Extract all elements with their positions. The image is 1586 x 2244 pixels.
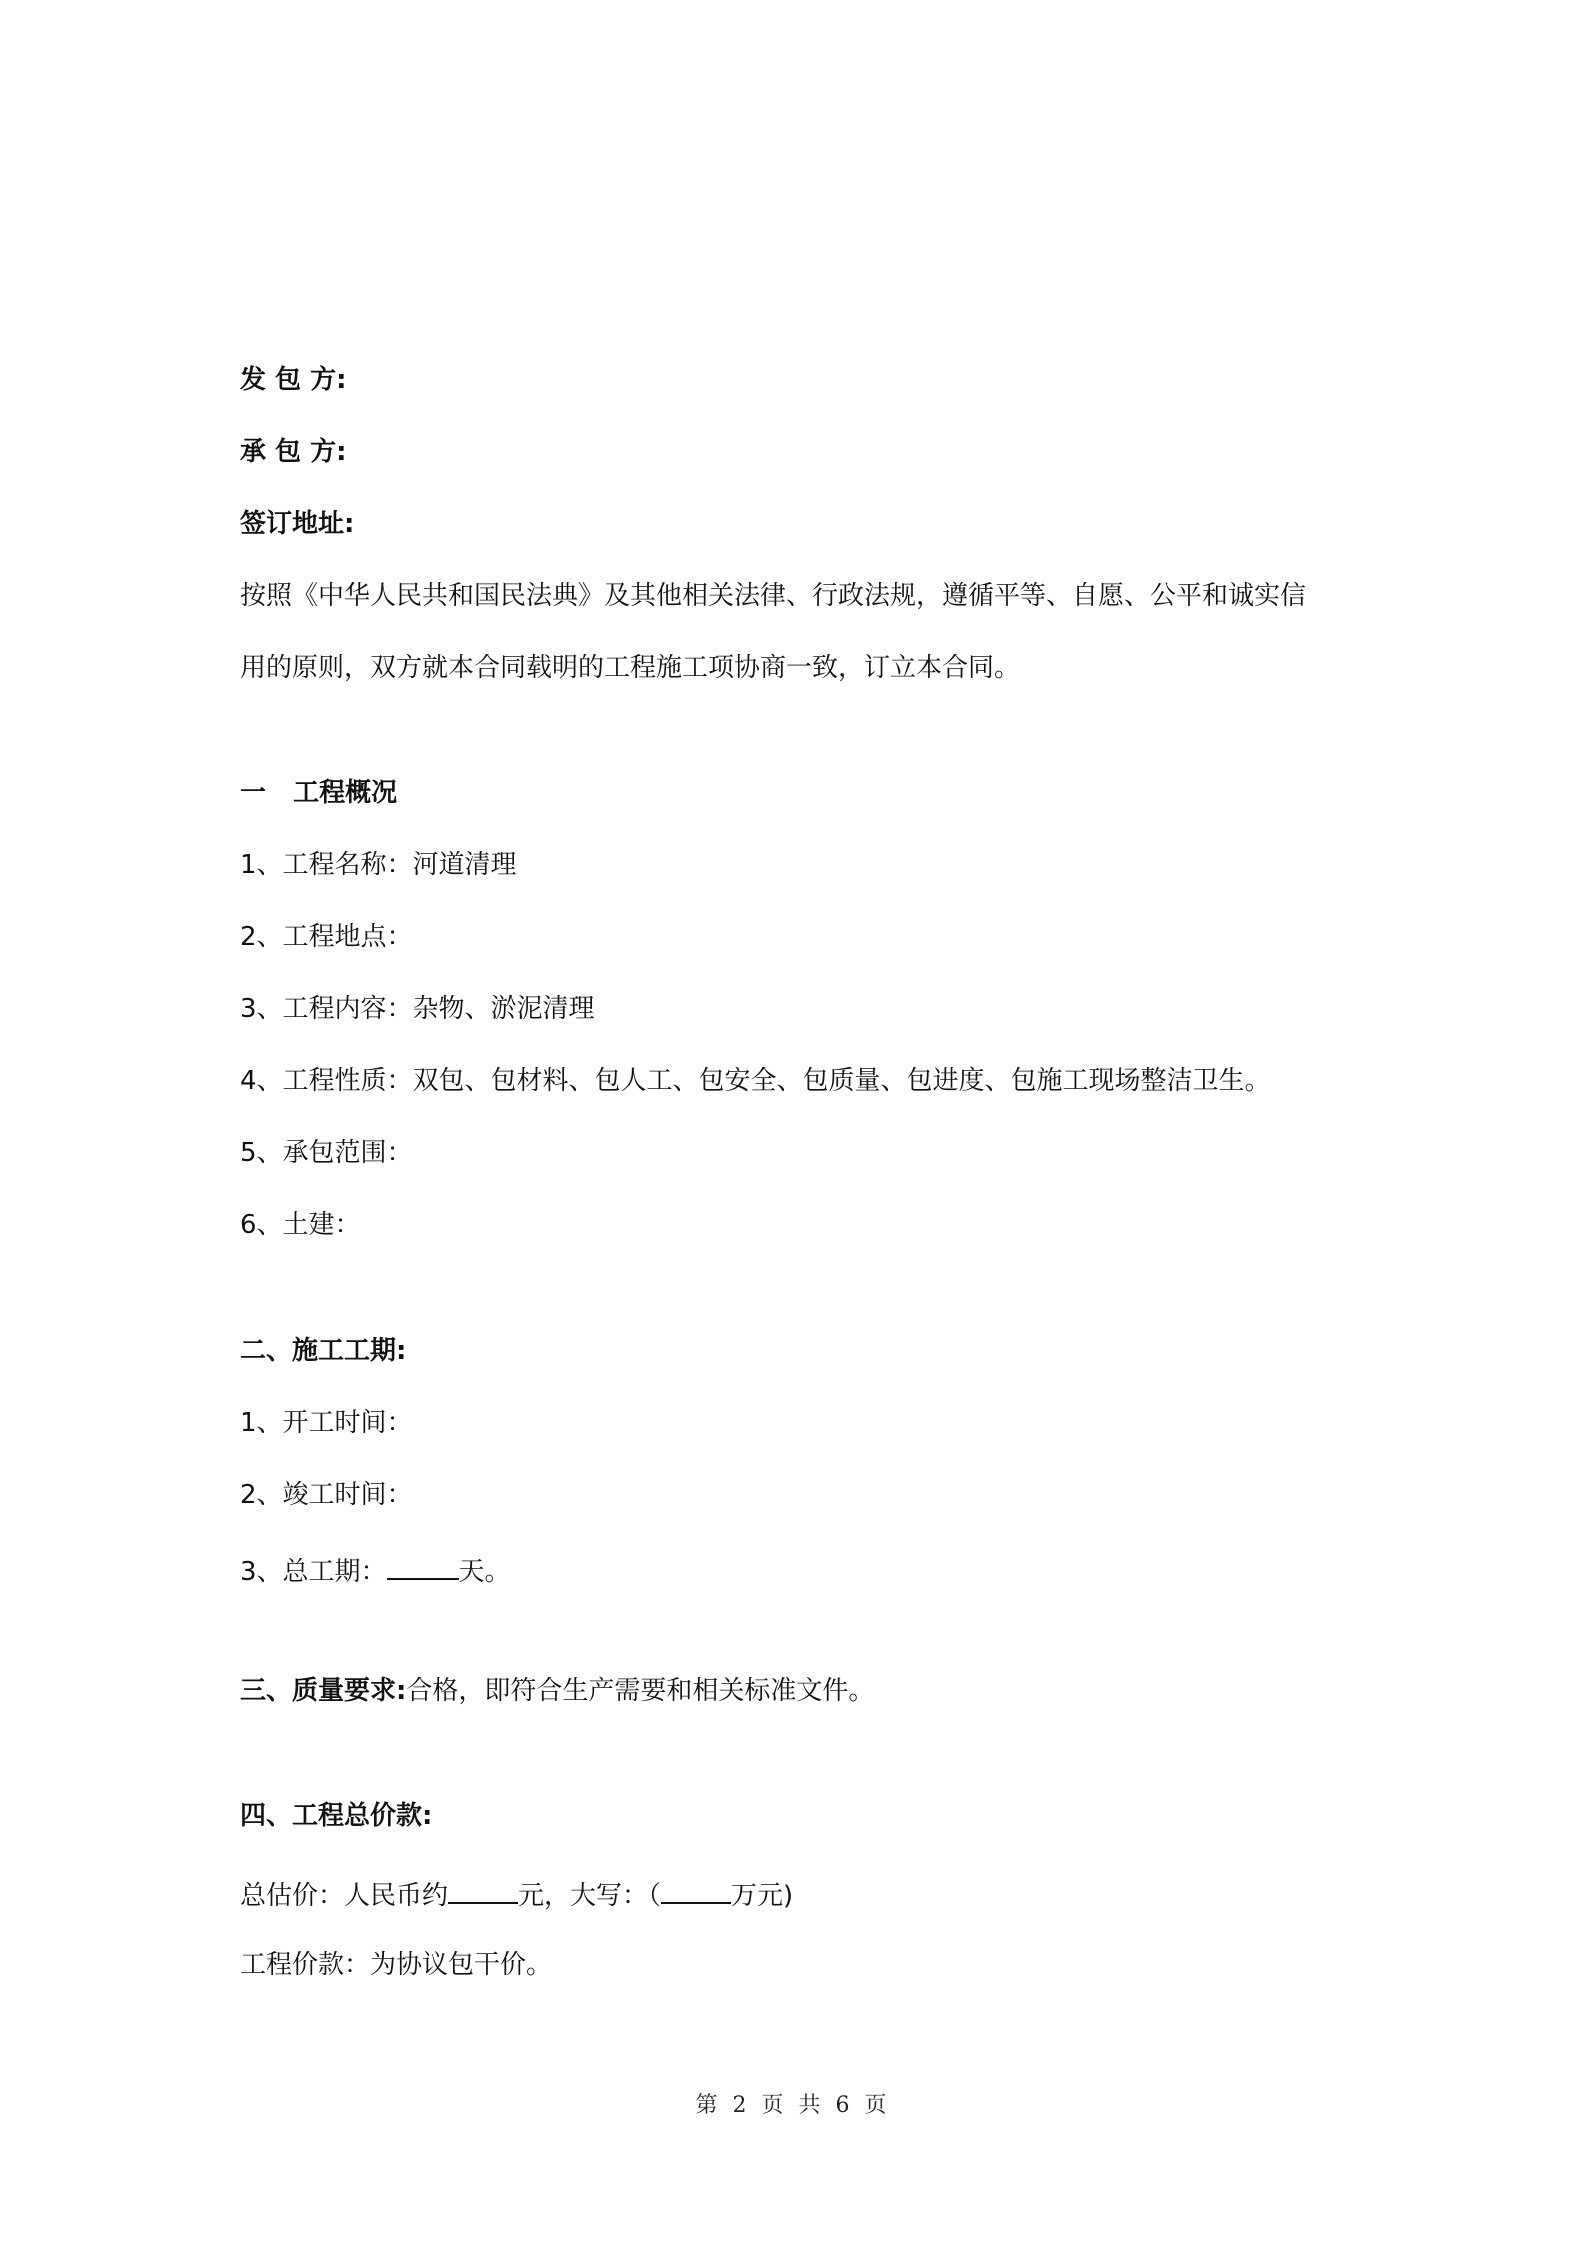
sign-place-label: 签订地址:: [240, 509, 355, 539]
civil-works-item: 6、土建：: [240, 1210, 361, 1240]
start-time-item: 1、开工时间：: [240, 1408, 413, 1438]
project-nature-item: 4、工程性质：双包、包材料、包人工、包安全、包质量、包进度、包施工现场整洁卫生。: [240, 1066, 1271, 1096]
estimate-amount-blank[interactable]: [448, 1876, 518, 1904]
total-duration-item: [240, 1552, 511, 1589]
section-4-title: 四、工程总价款:: [240, 1801, 433, 1831]
section-3-title: 三、质量要求:: [240, 1676, 407, 1706]
section-2-title: 二、施工工期:: [240, 1336, 407, 1366]
section-1-title: 一 工程概况: [240, 778, 398, 808]
section-3-line: [240, 1674, 874, 1708]
estimate-capital-blank[interactable]: [661, 1876, 731, 1904]
project-location-item: 2、工程地点：: [240, 922, 413, 952]
estimate-mid: 元，大写：（: [518, 1881, 662, 1911]
total-duration-suffix: 天。: [458, 1557, 511, 1587]
estimate-line: [240, 1876, 793, 1913]
contract-scope-item: 5、承包范围：: [240, 1138, 413, 1168]
page-footer: 第 2 页 共 6 页: [695, 2093, 891, 2118]
project-content-item: 3、工程内容：杂物、淤泥清理: [240, 994, 595, 1024]
completion-time-item: 2、竣工时间：: [240, 1480, 413, 1510]
total-duration-blank[interactable]: [387, 1552, 459, 1580]
employer-label: 发 包 方:: [240, 365, 347, 395]
total-duration-prefix: 3、总工期：: [240, 1557, 387, 1587]
estimate-prefix: 总估价：人民币约: [240, 1881, 449, 1911]
preamble-line-1: 按照《中华人民共和国民法典》及其他相关法律、行政法规，遵循平等、自愿、公平和诚实信: [240, 581, 1307, 611]
project-name-item: 1、工程名称：河道清理: [240, 850, 517, 880]
contract-price-line: 工程价款：为协议包干价。: [240, 1950, 553, 1980]
estimate-suffix: 万元): [731, 1881, 794, 1911]
contractor-label: 承 包 方:: [240, 437, 347, 467]
preamble-line-2: 用的原则，双方就本合同载明的工程施工项协商一致，订立本合同。: [240, 653, 1021, 683]
quality-requirement-text: 合格，即符合生产需要和相关标准文件。: [406, 1676, 875, 1706]
